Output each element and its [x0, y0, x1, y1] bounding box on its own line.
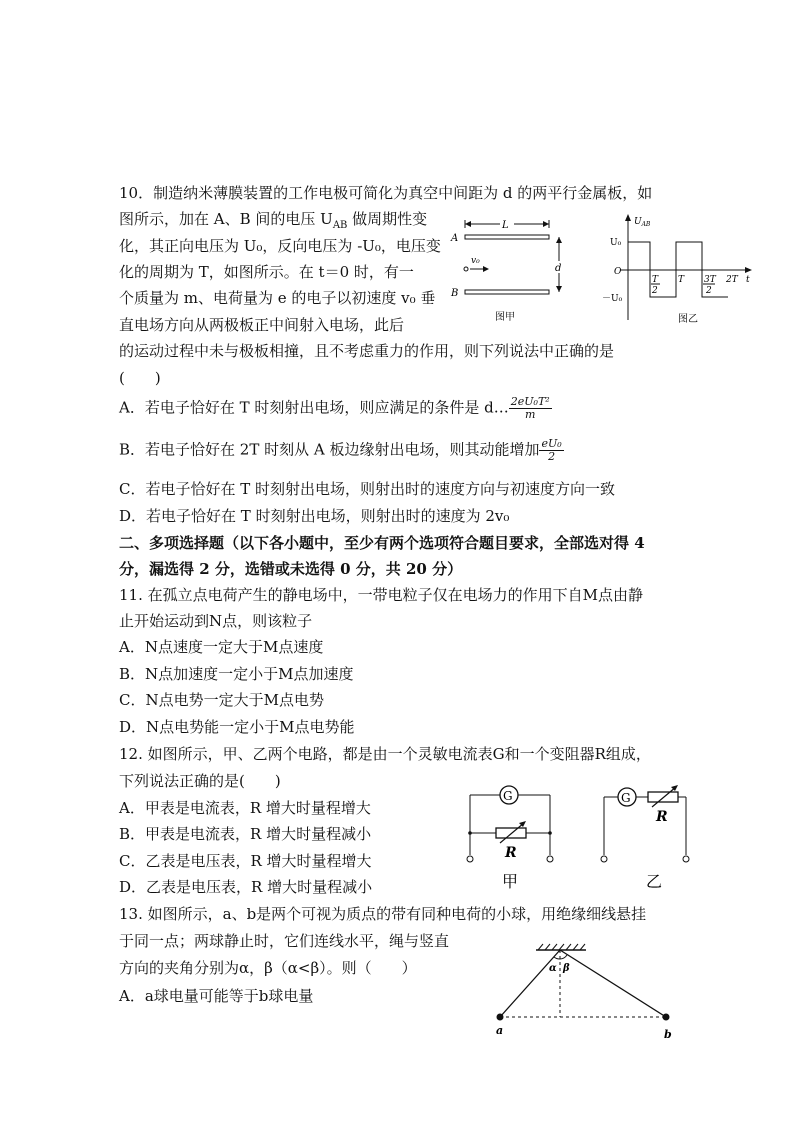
q10-line-2	[119, 209, 427, 236]
string-a	[500, 950, 560, 1017]
ball-a	[497, 1014, 504, 1021]
q11-option-d: D．N点电势能一定小于M点电势能	[119, 718, 355, 736]
tick-two-t: 2T	[726, 275, 738, 285]
gap-label: d	[555, 263, 562, 274]
q10-option-b	[119, 438, 564, 463]
q11-option-b: B．N点加速度一定小于M点加速度	[119, 665, 354, 683]
jia-terminal-right	[547, 856, 553, 862]
jia-node-right	[548, 831, 552, 835]
tick-t: T	[678, 275, 685, 285]
q10-option-b-num: eU₀	[541, 437, 562, 450]
tick-half-t-den: 2	[652, 286, 658, 296]
plate-a-label: A	[451, 233, 459, 244]
q10-line-5: 个质量为 m、电荷量为 e 的电子以初速度 v₀ 垂	[119, 289, 436, 307]
q10-option-b-den: 2	[548, 450, 556, 463]
waveform-t-label: t	[746, 275, 750, 285]
q13-option-a: A．a球电量可能等于b球电量	[119, 987, 314, 1005]
q10-option-b-fraction	[539, 438, 563, 463]
angle-beta-label: β	[563, 963, 570, 974]
q11-option-c: C．N点电势一定大于M点电势	[119, 691, 324, 709]
q10-line-4: 化的周期为 T，如图所示。在 t＝0 时，有一	[119, 263, 414, 281]
jia-terminal-left	[467, 856, 473, 862]
q10-line-2-text: 图所示，加在 A、B 间的电压 U	[119, 210, 333, 228]
string-b	[560, 950, 666, 1017]
rheostat-label-yi: R	[656, 809, 668, 825]
q10-figure-plates	[445, 214, 580, 326]
ball-b	[663, 1014, 670, 1021]
waveform-neg-u0-label: －U₀	[602, 294, 623, 304]
figure-b-caption: 图乙	[678, 314, 698, 325]
q10-option-d: D．若电子恰好在 T 时刻射出电场，则射出时的速度为 2v₀	[119, 507, 510, 525]
length-arrow-right	[543, 221, 549, 227]
q11-line-1: 11. 在孤立点电荷产生的静电场中，一带电粒子仅在电场力的作用下自M点由静	[119, 586, 643, 604]
q13-line-2: 于同一点；两球静止时，它们连线水平，绳与竖直	[119, 932, 450, 950]
q10-figure-waveform	[600, 210, 760, 328]
q12-line-2: 下列说法正确的是( )	[119, 772, 281, 790]
tick-three-half-t-den: 2	[706, 286, 712, 296]
q11-line-2: 止开始运动到N点，则该粒子	[119, 612, 313, 630]
rheostat-icon-yi	[648, 792, 678, 802]
velocity-arrowhead	[483, 266, 489, 272]
q10-option-c: C．若电子恰好在 T 时刻射出电场，则射出时的速度方向与初速度方向一致	[119, 480, 616, 498]
ball-b-label: b	[664, 1028, 672, 1041]
circuit-jia-caption: 甲	[502, 872, 519, 891]
figure-a-caption: 图甲	[495, 312, 515, 323]
q11-option-a: A．N点速度一定大于M点速度	[119, 638, 324, 656]
waveform-u0-label: U₀	[610, 238, 622, 248]
q10-option-b-text: B．若电子恰好在 2T 时刻从 A 板边缘射出电场，则其动能增加	[119, 440, 540, 459]
q10-line-6: 直电场方向从两极板正中间射入电场，此后	[119, 316, 405, 334]
q12-option-d: D．乙表是电压表，R 增大时量程减小	[119, 878, 373, 896]
q10-option-a-den: m	[525, 408, 536, 421]
length-label: L	[502, 220, 509, 231]
q10-line-2-end: 做周期性变	[347, 210, 428, 228]
plate-a	[465, 235, 549, 239]
q12-option-a: A．甲表是电流表，R 增大时量程增大	[119, 799, 371, 817]
ceiling-hatching	[538, 944, 585, 950]
q10-uab-sub: AB	[332, 220, 348, 231]
angle-alpha-arc	[554, 957, 560, 959]
q12-line-1: 12. 如图所示，甲、乙两个电路，都是由一个灵敏电流表G和一个变阻器R组成，	[119, 745, 651, 763]
length-arrow-left	[465, 221, 471, 227]
q10-option-a	[119, 396, 552, 421]
waveform-origin-label: O	[614, 267, 622, 277]
yi-terminal-left	[601, 856, 607, 862]
q10-option-a-fraction	[509, 396, 552, 421]
velocity-label: v₀	[471, 256, 480, 266]
tick-half-t-num: T	[652, 275, 659, 285]
q10-line-1: 10．制造纳米薄膜装置的工作电极可简化为真空中间距为 d 的两平行金属板，如	[119, 184, 653, 202]
q13-line-1: 13. 如图所示，a、b是两个可视为质点的带有同种电荷的小球，用绝缘细线悬挂	[119, 905, 647, 923]
section-2-heading-line-1: 二、多项选择题（以下各小题中，至少有两个选项符合题目要求，全部选对得 4	[119, 534, 645, 552]
tick-three-half-t-num: 3T	[704, 275, 716, 285]
q12-option-b: B．甲表是电流表，R 增大时量程减小	[119, 825, 372, 843]
galvanometer-label-jia: G	[503, 789, 513, 803]
plate-b	[465, 290, 549, 294]
angle-alpha-label: α	[549, 963, 557, 974]
q12-option-c: C．乙表是电压表，R 增大时量程增大	[119, 852, 372, 870]
waveform-y-arrow	[625, 214, 631, 221]
section-2-heading-line-2: 分，漏选得 2 分，选错或未选得 0 分，共 20 分）	[119, 560, 463, 578]
q10-option-a-text: A．若电子恰好在 T 时刻射出电场，则应满足的条件是 d…	[119, 398, 509, 417]
gap-arrow-top	[556, 237, 562, 243]
circuit-yi-caption: 乙	[646, 872, 663, 891]
angle-beta-arc	[560, 955, 567, 959]
q10-line-7: 的运动过程中未与极板相撞，且不考虑重力的作用，则下列说法中正确的是	[119, 342, 615, 360]
q12-circuit-figure	[460, 785, 700, 895]
waveform-t-arrow	[745, 267, 752, 273]
q10-line-8: ( )	[119, 369, 161, 387]
waveform-y-label-sub: AB	[641, 221, 651, 228]
q10-line-3: 化，其正向电压为 U₀，反向电压为 -U₀，电压变	[119, 237, 441, 255]
jia-node-left	[468, 831, 472, 835]
gap-arrow-bottom	[556, 286, 562, 292]
q10-option-a-num: 2eU₀T²	[510, 395, 550, 408]
waveform-y-label-u: U	[634, 217, 642, 227]
rheostat-label-jia: R	[505, 845, 517, 861]
rheostat-icon	[496, 828, 526, 838]
ball-a-label: a	[496, 1024, 504, 1037]
waveform-y-label	[634, 217, 651, 228]
plate-b-label: B	[451, 288, 459, 299]
electron-dot	[464, 267, 468, 271]
q13-line-3: 方向的夹角分别为α，β（α<β）。则（ ）	[119, 959, 417, 977]
galvanometer-label-yi: G	[621, 791, 631, 805]
q13-balls-figure	[490, 938, 685, 1044]
yi-terminal-right	[683, 856, 689, 862]
